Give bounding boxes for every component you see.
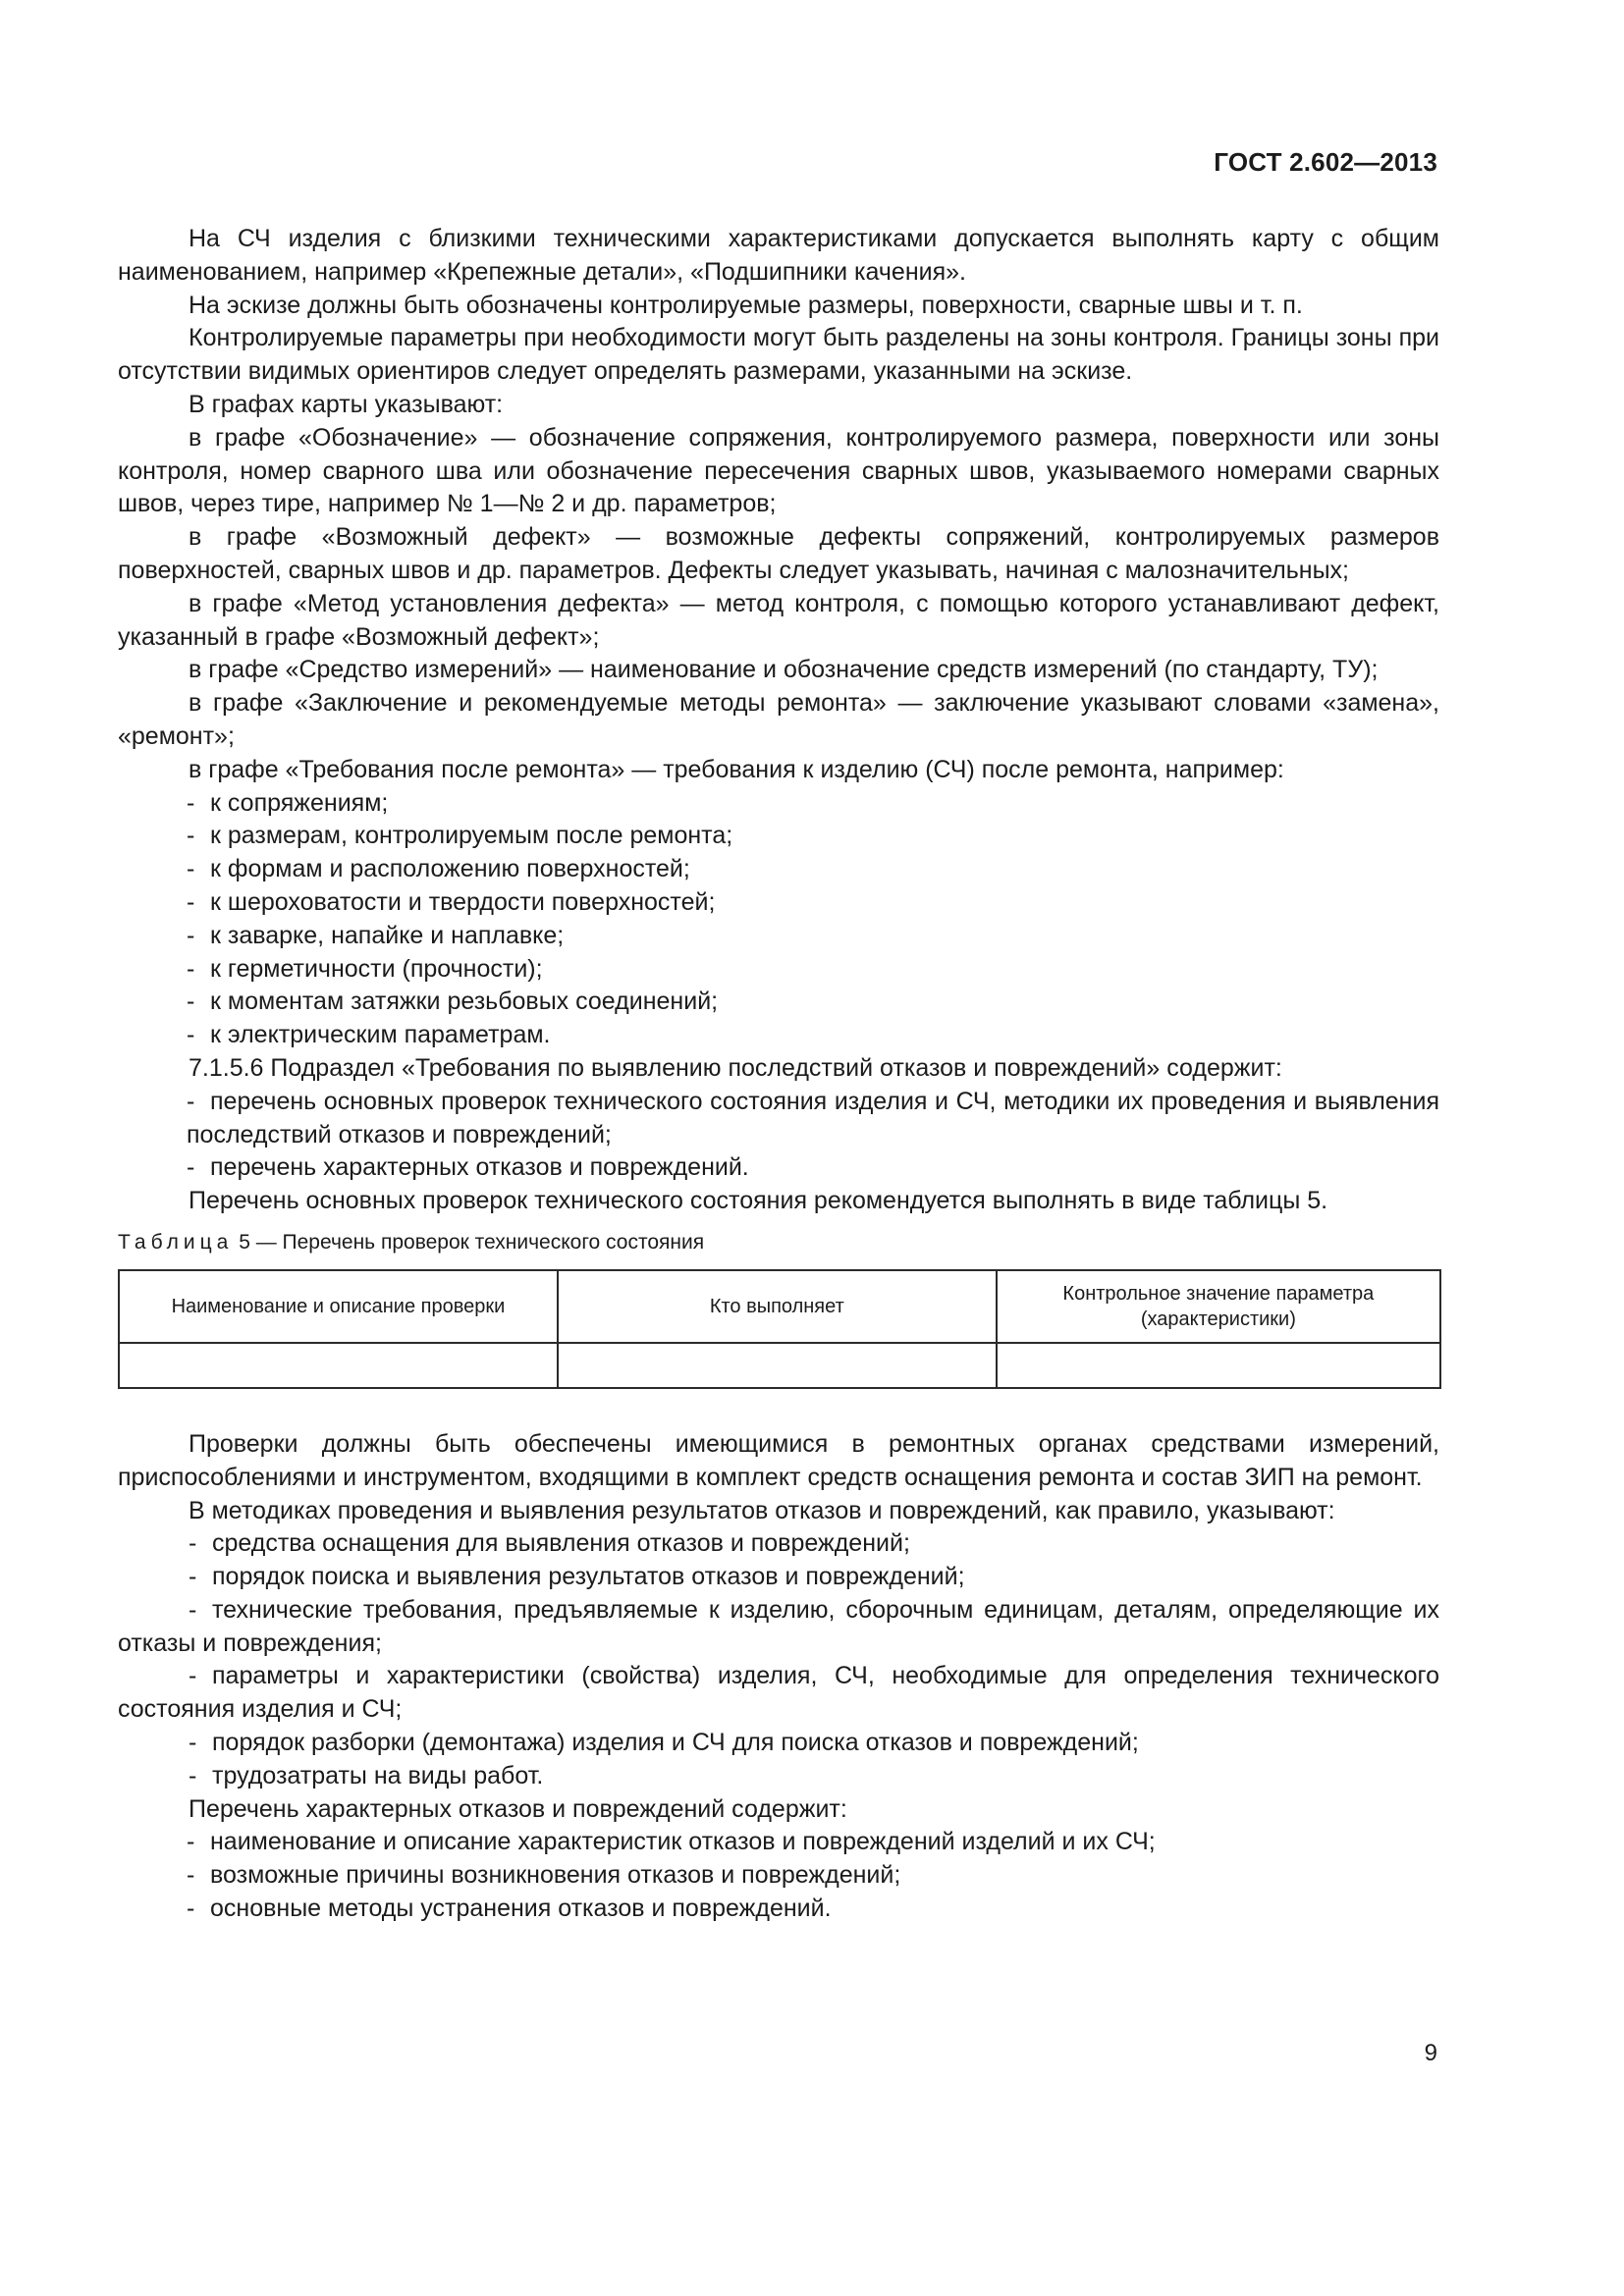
list-item-text: технические требования, предъявляемые к изделию, сборочным единицам, деталям, определяющие их отказы и повреждения; xyxy=(118,1595,1439,1657)
page-body xyxy=(118,223,1439,1926)
table-5 xyxy=(118,1269,1441,1389)
paragraph: в графе «Обозначение» — обозначение сопряжения, контролируемого размера, поверхности или зоны контроля, номер сварного шва или обозначение пересечения сварных швов, указываемого номерами сварных швов, через тире, например № 1—№ 2 и др. параметров; xyxy=(118,423,1439,518)
list-item-text: к формам и расположению поверхностей; xyxy=(210,855,690,883)
column-header: Кто выполняет xyxy=(558,1270,997,1343)
list-item: - средства оснащения для выявления отказов и повреждений; xyxy=(189,1529,910,1558)
paragraph: в графе «Метод установления дефекта» — метод контроля, с помощью которого устанавливают дефект, указанный в графе «Возможный дефект»; xyxy=(118,589,1439,651)
list-item: - к заварке, напайке и наплавке; xyxy=(187,921,565,949)
table-caption xyxy=(118,1228,1439,1257)
list-item-text: порядок разборки (демонтажа) изделия и СЧ для поиска отказов и повреждений; xyxy=(212,1729,1139,1757)
list-item-text: возможные причины возникновения отказов и повреждений; xyxy=(210,1861,901,1890)
list-item: - перечень характерных отказов и повреждений. xyxy=(187,1153,749,1182)
paragraph: В методиках проведения и выявления результатов отказов и повреждений, как правило, указывают: xyxy=(189,1496,1335,1524)
list-item: - основные методы устранения отказов и повреждений. xyxy=(187,1895,832,1923)
list-item: - наименование и описание характеристик отказов и повреждений изделий и их СЧ; xyxy=(187,1828,1156,1856)
list-item-text: к электрическим параметрам. xyxy=(210,1021,551,1049)
list-item: - к шероховатости и твердости поверхностей; xyxy=(187,887,716,916)
list-item-text: к шероховатости и твердости поверхностей; xyxy=(210,887,716,916)
standard-header: ГОСТ 2.602—2013 xyxy=(1214,147,1437,177)
table-cell xyxy=(119,1343,558,1388)
list-item-text: средства оснащения для выявления отказов и повреждений; xyxy=(212,1529,910,1558)
table-caption-label: Таблица xyxy=(118,1230,234,1254)
list-item: - к размерам, контролируемым после ремонта; xyxy=(187,822,733,850)
list-item-text: к герметичности (прочности); xyxy=(210,954,543,983)
paragraph: На эскизе должны быть обозначены контролируемые размеры, поверхности, сварные швы и т. п. xyxy=(189,291,1303,319)
list-item-text: основные методы устранения отказов и повреждений. xyxy=(210,1895,832,1923)
list-item: - порядок разборки (демонтажа) изделия и СЧ для поиска отказов и повреждений; xyxy=(189,1729,1139,1757)
paragraph: Перечень основных проверок технического состояния рекомендуется выполнять в виде таблицы 5. xyxy=(189,1187,1328,1215)
list-item-text: перечень основных проверок технического состояния изделия и СЧ, методики их проведения и выявления последствий отказов и повреждений; xyxy=(187,1087,1439,1148)
list-item: - к формам и расположению поверхностей; xyxy=(187,855,690,883)
list-item: - технические требования, предъявляемые к изделию, сборочным единицам, деталям, определяющие их отказы и повреждения; xyxy=(118,1595,1439,1657)
paragraph: Проверки должны быть обеспечены имеющимися в ремонтных органах средствами измерений, приспособлениями и инструментом, входящими в комплект средств оснащения ремонта и состав ЗИП на ремонт. xyxy=(118,1429,1439,1491)
list-item: - к моментам затяжки резьбовых соединений; xyxy=(187,988,719,1016)
list-item: - перечень основных проверок технического состояния изделия и СЧ, методики их проведения и выявления последствий отказов и повреждений; xyxy=(187,1087,1439,1148)
table-caption-text: 5 — Перечень проверок технического состояния xyxy=(239,1230,705,1254)
paragraph: в графе «Заключение и рекомендуемые методы ремонта» — заключение указывают словами «замена», «ремонт»; xyxy=(118,689,1439,750)
after-table-section xyxy=(118,1428,1439,1926)
list-item: - трудозатраты на виды работ. xyxy=(189,1761,544,1789)
list-item-text: к моментам затяжки резьбовых соединений; xyxy=(210,988,719,1016)
column-header: Наименование и описание проверки xyxy=(119,1270,558,1343)
paragraph: В графах карты указывают: xyxy=(189,390,504,418)
list-item-text: перечень характерных отказов и повреждений. xyxy=(210,1153,749,1182)
paragraph: в графе «Требования после ремонта» — требования к изделию (СЧ) после ремонта, например: xyxy=(189,755,1284,783)
requirements-list xyxy=(118,787,1439,1052)
list-item-text: к заварке, напайке и наплавке; xyxy=(210,921,565,949)
list-item: - к герметичности (прочности); xyxy=(187,954,543,983)
table-cell xyxy=(558,1343,997,1388)
paragraph: в графе «Возможный дефект» — возможные дефекты сопряжений, контролируемых размеров поверхностей, сварных швов и др. параметров. Дефекты следует указывать, начиная с малозначительных; xyxy=(118,523,1439,584)
list-item: - параметры и характеристики (свойства) изделия, СЧ, необходимые для определения технического состояния изделия и СЧ; xyxy=(118,1662,1439,1724)
paragraph: Перечень характерных отказов и повреждений содержит: xyxy=(189,1794,847,1823)
list-item: - к сопряжениям; xyxy=(187,788,389,817)
list-item-text: трудозатраты на виды работ. xyxy=(212,1761,544,1789)
table-cell xyxy=(997,1343,1440,1388)
list-item-text: к размерам, контролируемым после ремонта; xyxy=(210,822,733,850)
column-header: Контрольное значение параметра (характеристики) xyxy=(997,1270,1440,1343)
list-item-text: наименование и описание характеристик отказов и повреждений изделий и их СЧ; xyxy=(210,1828,1156,1856)
paragraph: Контролируемые параметры при необходимости могут быть разделены на зоны контроля. Границы зоны при отсутствии видимых ориентиров следует определять размерами, указанными на эскизе. xyxy=(118,324,1439,386)
paragraph: в графе «Средство измерений» — наименование и обозначение средств измерений (по стандарту, ТУ); xyxy=(189,656,1379,684)
paragraph: На СЧ изделия с близкими техническими характеристиками допускается выполнять карту с общим наименованием, например «Крепежные детали», «Подшипники качения». xyxy=(118,225,1439,286)
table-row xyxy=(119,1343,1440,1388)
section-7156-intro: 7.1.5.6 Подраздел «Требования по выявлению последствий отказов и повреждений» содержит: xyxy=(189,1053,1282,1082)
list-item-text: к сопряжениям; xyxy=(210,788,389,817)
list-item-text: параметры и характеристики (свойства) изделия, СЧ, необходимые для определения технического состояния изделия и СЧ; xyxy=(118,1662,1439,1724)
list-item-text: порядок поиска и выявления результатов отказов и повреждений; xyxy=(212,1563,965,1591)
list-item: - возможные причины возникновения отказов и повреждений; xyxy=(187,1861,901,1890)
list-item: - к электрическим параметрам. xyxy=(187,1021,551,1049)
list-item: - порядок поиска и выявления результатов отказов и повреждений; xyxy=(189,1563,965,1591)
table-header-row xyxy=(119,1270,1440,1343)
page-number: 9 xyxy=(1424,2040,1437,2066)
